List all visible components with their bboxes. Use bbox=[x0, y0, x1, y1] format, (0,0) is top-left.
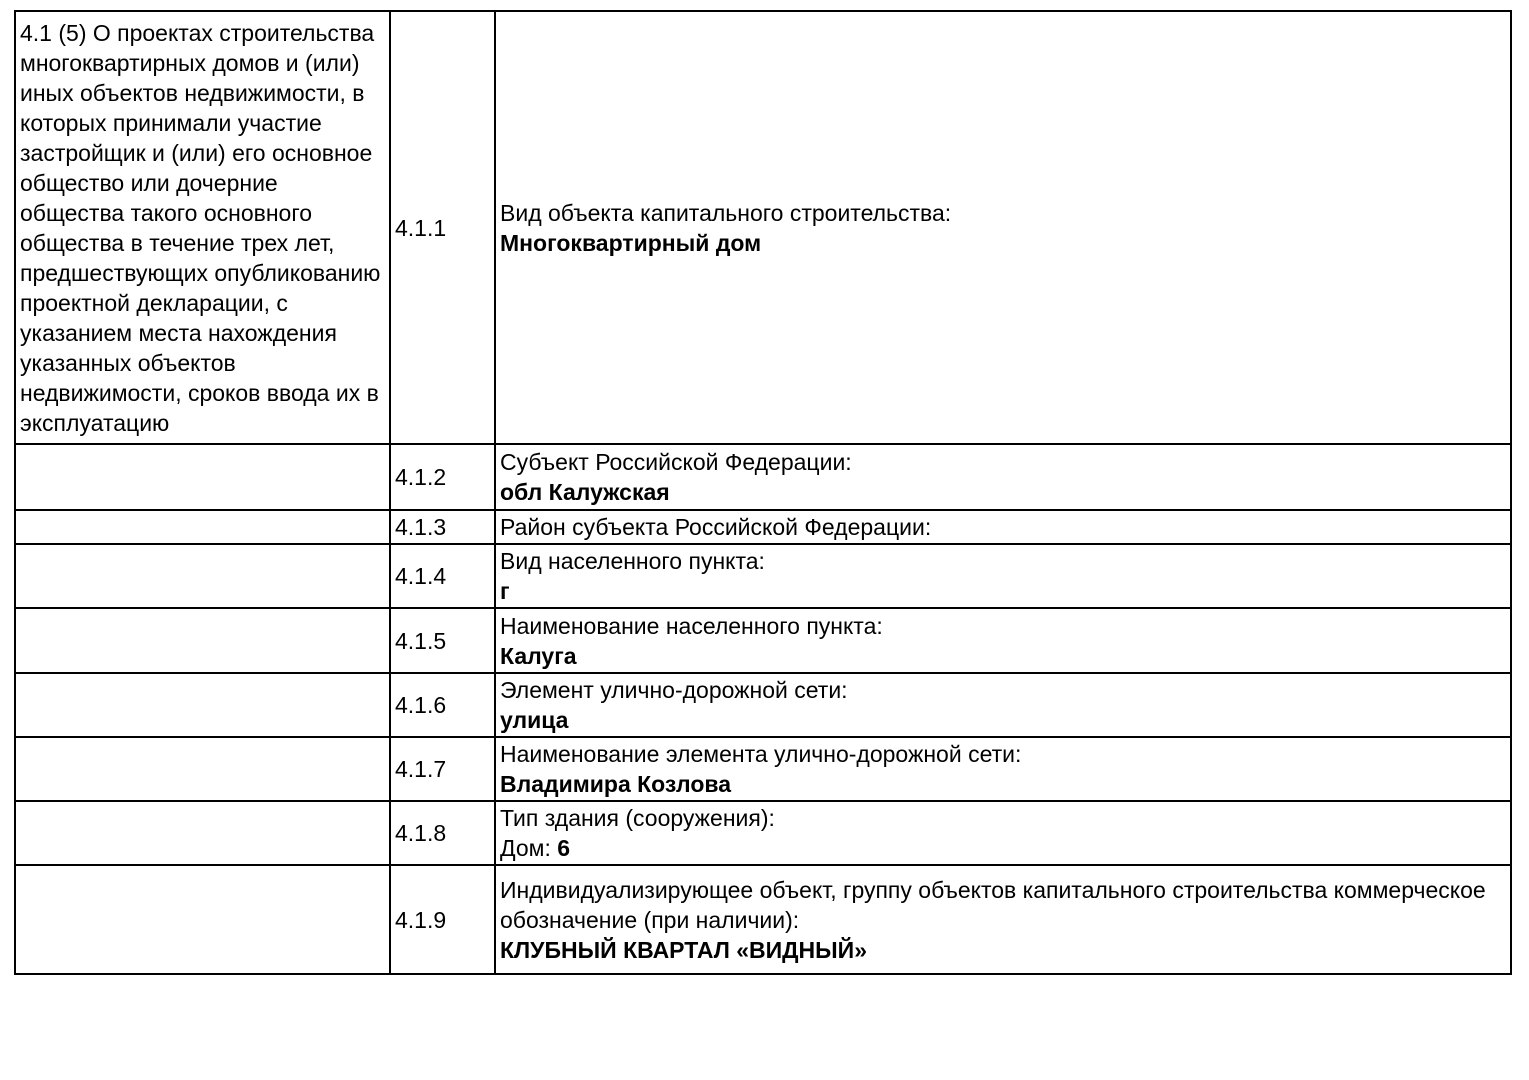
table-row bbox=[15, 544, 1511, 608]
field-label: Вид объекта капитального строительства: bbox=[500, 199, 952, 226]
detail-cell bbox=[495, 737, 1511, 801]
section-description-cell bbox=[15, 510, 390, 544]
section-description-cell bbox=[15, 673, 390, 737]
detail-cell bbox=[495, 865, 1511, 974]
item-code-cell: 4.1.6 bbox=[390, 673, 495, 737]
field-label: Наименование элемента улично-дорожной сети: bbox=[500, 741, 1022, 767]
item-code-cell: 4.1.2 bbox=[390, 444, 495, 510]
field-value bbox=[500, 228, 1506, 258]
field-value bbox=[500, 576, 1506, 606]
section-description-cell bbox=[15, 801, 390, 865]
section-description-cell bbox=[15, 544, 390, 608]
field-value bbox=[500, 769, 1506, 799]
table-row bbox=[15, 444, 1511, 510]
item-code-cell: 4.1.1 bbox=[390, 11, 495, 444]
detail-cell bbox=[495, 11, 1511, 444]
field-value bbox=[500, 833, 1506, 863]
table-row bbox=[15, 673, 1511, 737]
table-row bbox=[15, 801, 1511, 865]
item-code-cell: 4.1.4 bbox=[390, 544, 495, 608]
field-label: Район субъекта Российской Федерации: bbox=[500, 514, 932, 540]
detail-cell bbox=[495, 801, 1511, 865]
field-value-text: КЛУБНЫЙ КВАРТАЛ «ВИДНЫЙ» bbox=[500, 936, 868, 963]
detail-cell bbox=[495, 544, 1511, 608]
section-description-cell bbox=[15, 444, 390, 510]
section-description-cell bbox=[15, 737, 390, 801]
detail-cell bbox=[495, 608, 1511, 673]
table-row bbox=[15, 510, 1511, 544]
field-value bbox=[500, 705, 1506, 735]
project-declaration-table bbox=[14, 10, 1512, 975]
field-value-text: г bbox=[500, 578, 510, 604]
field-label: Индивидуализирующее объект, группу объектов капитального строительства коммерческое обозначение (при наличии): bbox=[500, 876, 1486, 933]
field-label: Субъект Российской Федерации: bbox=[500, 449, 852, 475]
field-value-text: Калуга bbox=[500, 642, 577, 669]
section-description-cell: 4.1 (5) О проектах строительства многоквартирных домов и (или) иных объектов недвижимости, в которых принимали участие застройщик и (или) его основное общество или дочерние общества такого основного общества в течение трех лет, предшествующих опубликованию проектной декларации, с указанием места нахождения указанных объектов недвижимости, сроков ввода их в эксплуатацию bbox=[15, 11, 390, 444]
item-code-cell: 4.1.7 bbox=[390, 737, 495, 801]
table-row bbox=[15, 737, 1511, 801]
detail-cell bbox=[495, 673, 1511, 737]
field-label: Элемент улично-дорожной сети: bbox=[500, 677, 848, 703]
table-row bbox=[15, 11, 1511, 444]
field-value-text: обл Калужская bbox=[500, 479, 670, 505]
field-label: Наименование населенного пункта: bbox=[500, 612, 883, 639]
field-value-text: улица bbox=[500, 707, 569, 733]
item-code-cell: 4.1.8 bbox=[390, 801, 495, 865]
table-body bbox=[15, 11, 1511, 974]
field-value-text: Многоквартирный дом bbox=[500, 229, 762, 256]
field-value-text: Владимира Козлова bbox=[500, 771, 732, 797]
field-label: Тип здания (сооружения): bbox=[500, 805, 775, 831]
detail-cell bbox=[495, 510, 1511, 544]
table-row bbox=[15, 865, 1511, 974]
table-row bbox=[15, 608, 1511, 673]
item-code-cell: 4.1.9 bbox=[390, 865, 495, 974]
item-code-cell: 4.1.3 bbox=[390, 510, 495, 544]
field-value bbox=[500, 477, 1506, 507]
detail-cell bbox=[495, 444, 1511, 510]
section-description-cell bbox=[15, 865, 390, 974]
field-value bbox=[500, 935, 1506, 965]
field-label: Вид населенного пункта: bbox=[500, 548, 765, 574]
field-value-prefix: Дом: bbox=[500, 835, 558, 861]
item-code-cell: 4.1.5 bbox=[390, 608, 495, 673]
section-description-cell bbox=[15, 608, 390, 673]
field-value bbox=[500, 641, 1506, 671]
field-value-text: 6 bbox=[557, 835, 571, 861]
